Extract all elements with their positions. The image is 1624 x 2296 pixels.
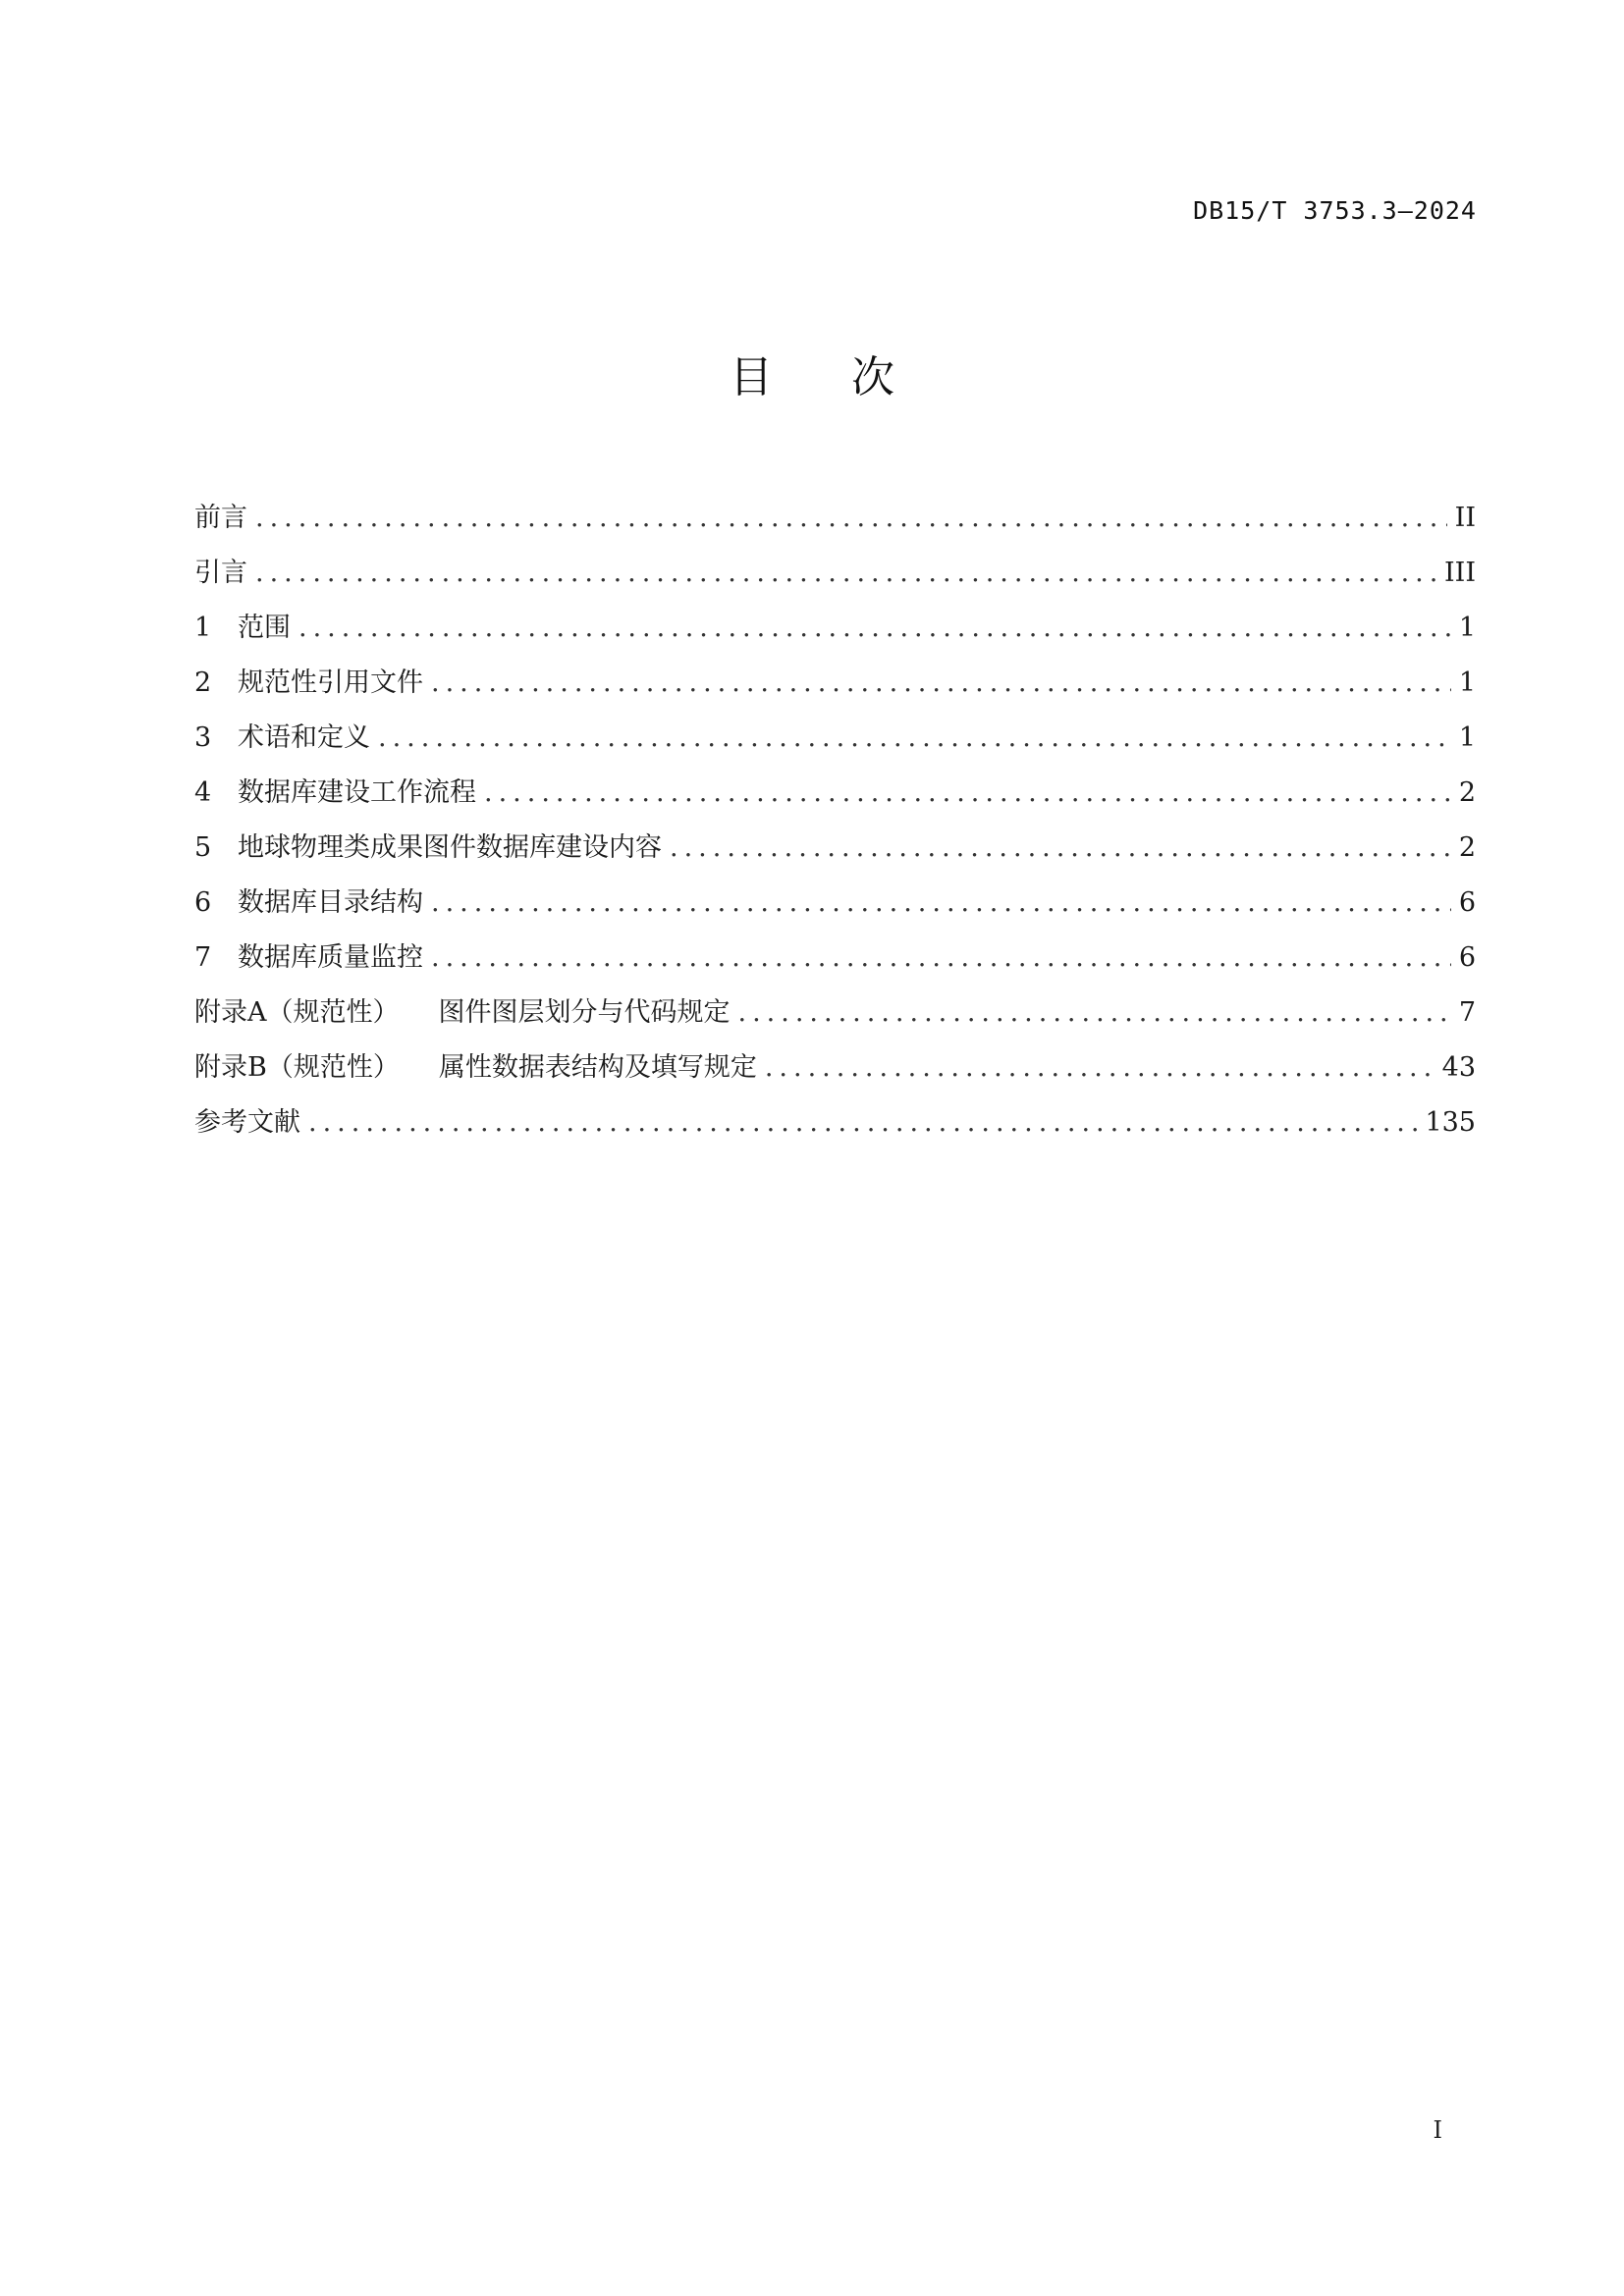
- toc-label: 规范性引用文件: [238, 667, 423, 698]
- toc-label: 术语和定义: [238, 722, 370, 753]
- toc-label: 数据库质量监控: [238, 942, 423, 973]
- toc-number: 2: [194, 667, 212, 698]
- toc-number: 7: [194, 942, 212, 973]
- toc-label: 引言: [194, 558, 247, 588]
- toc-entry-4[interactable]: [194, 766, 1476, 821]
- toc-page: 1: [1458, 613, 1476, 643]
- toc-entry-appendix-a[interactable]: [194, 986, 1476, 1041]
- toc-entry-foreword[interactable]: [194, 491, 1476, 546]
- toc-label: 数据库目录结构: [238, 887, 423, 918]
- toc-entry-2[interactable]: [194, 656, 1476, 711]
- table-of-contents: [194, 491, 1476, 1150]
- toc-label: 数据库建设工作流程: [238, 777, 476, 808]
- toc-page: 1: [1458, 722, 1476, 753]
- toc-entry-introduction[interactable]: [194, 546, 1476, 601]
- toc-number: 3: [194, 722, 212, 753]
- toc-entry-appendix-b[interactable]: [194, 1041, 1476, 1095]
- toc-page: II: [1454, 503, 1476, 533]
- toc-number: 4: [194, 777, 212, 808]
- toc-page: 135: [1425, 1107, 1476, 1138]
- toc-leader: [738, 986, 1451, 1041]
- toc-label: 地球物理类成果图件数据库建设内容: [238, 832, 662, 863]
- page-title: 目次: [730, 352, 973, 402]
- toc-leader: [378, 711, 1451, 766]
- toc-leader: [431, 931, 1451, 986]
- toc-entry-7[interactable]: [194, 931, 1476, 986]
- toc-leader: [670, 821, 1451, 876]
- toc-label-prefix: 附录B（规范性）: [194, 1052, 400, 1083]
- toc-page: 1: [1458, 667, 1476, 698]
- toc-number: 5: [194, 832, 212, 863]
- toc-label: 图件图层划分与代码规定: [438, 997, 731, 1028]
- toc-page: 2: [1458, 832, 1476, 863]
- toc-leader: [431, 876, 1451, 931]
- toc-label: 参考文献: [194, 1107, 300, 1138]
- toc-leader: [484, 766, 1451, 821]
- toc-page: 2: [1458, 777, 1476, 808]
- toc-page: III: [1444, 558, 1476, 588]
- toc-leader: [308, 1095, 1417, 1150]
- standard-code: DB15/T 3753.3—2024: [1193, 196, 1477, 225]
- toc-entry-references[interactable]: [194, 1095, 1476, 1150]
- toc-leader: [255, 546, 1436, 601]
- toc-page: 7: [1458, 997, 1476, 1028]
- toc-number: 6: [194, 887, 212, 918]
- toc-entry-1[interactable]: [194, 601, 1476, 656]
- toc-spacer: [400, 986, 439, 1041]
- toc-page: 43: [1441, 1052, 1476, 1083]
- toc-leader: [298, 601, 1451, 656]
- toc-number: 1: [194, 613, 212, 643]
- toc-label: 范围: [238, 613, 291, 643]
- toc-label: 属性数据表结构及填写规定: [438, 1052, 757, 1083]
- toc-label: 前言: [194, 503, 247, 533]
- toc-entry-6[interactable]: [194, 876, 1476, 931]
- toc-leader: [765, 1041, 1435, 1095]
- toc-page: 6: [1458, 942, 1476, 973]
- toc-entry-3[interactable]: [194, 711, 1476, 766]
- toc-spacer: [400, 1041, 439, 1095]
- toc-leader: [255, 491, 1447, 546]
- toc-leader: [431, 656, 1451, 711]
- toc-label-prefix: 附录A（规范性）: [194, 997, 400, 1028]
- toc-entry-5[interactable]: [194, 821, 1476, 876]
- page-number: I: [1433, 2116, 1442, 2144]
- toc-page: 6: [1458, 887, 1476, 918]
